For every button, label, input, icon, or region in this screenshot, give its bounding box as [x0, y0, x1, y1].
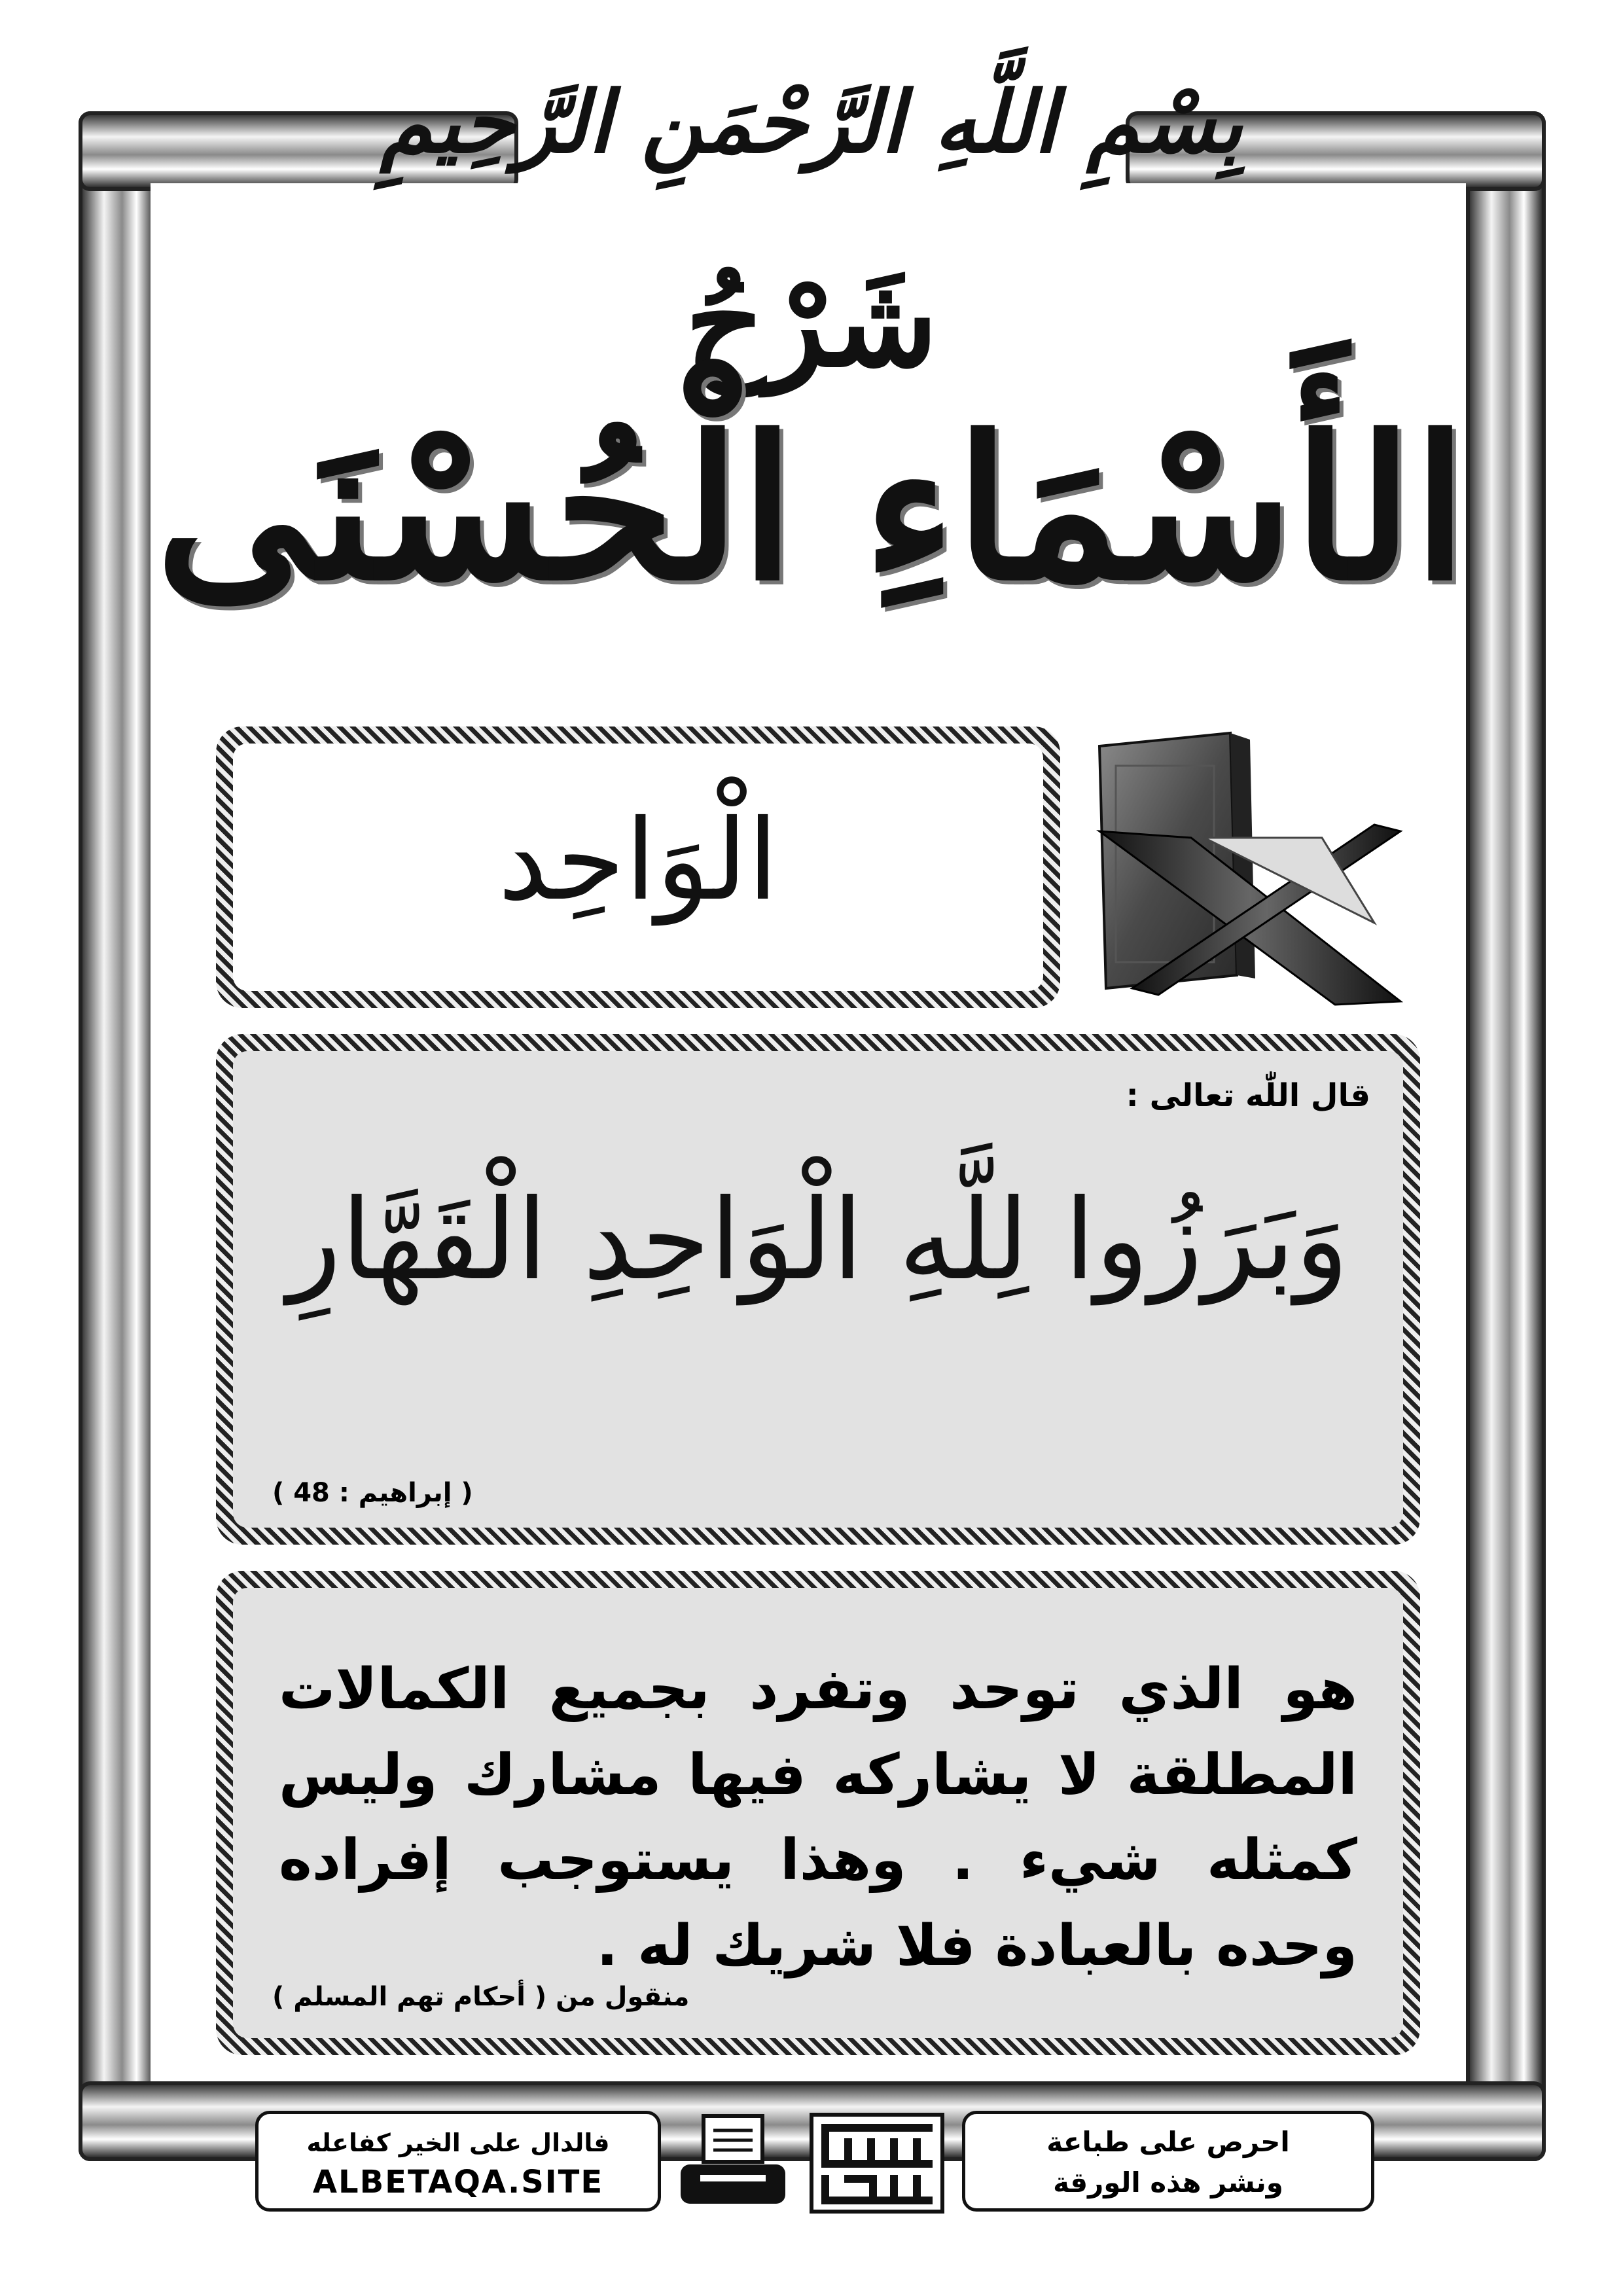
verse-text: وَبَرَزُوا لِلَّهِ الْوَاحِدِ الْقَهَّارِ	[287, 1175, 1349, 1305]
title-sharh: شَرْحُ	[685, 249, 938, 395]
verse-reference: ( إبراهيم : 48 )	[272, 1478, 473, 1508]
verse-box	[216, 1034, 1420, 1545]
divine-name: الْوَاحِد	[497, 796, 779, 925]
footer-motto: فالدال على الخير كفاعله	[306, 2128, 610, 2157]
footer-print-line2: ونشر هذه الورقة	[1053, 2166, 1283, 2198]
definition-text: هو الذي توحد وتفرد بجميع الكمالات المطلقة لا يشاركه فيها مشارك وليس كمثله شيء . وهذا يستوجب إفراده وحده بالعبادة فلا شريك له .	[279, 1657, 1357, 1979]
verse-intro: قال اللّٰه تعالى :	[1126, 1077, 1370, 1114]
book-on-stand-icon	[1086, 726, 1414, 1014]
definition-source: منقول من ( أحكام تهم المسلم )	[272, 1982, 690, 2012]
basmala: بِسْمِ اللَّهِ الرَّحْمَنِ الرَّحِيمِ	[380, 72, 1243, 172]
footer-print-box	[962, 2111, 1374, 2212]
footer-website-box	[255, 2111, 661, 2212]
kufic-logo	[805, 2111, 949, 2215]
definition-box	[216, 1571, 1420, 2055]
page-title: الأَسْمَاءِ الْحُسْنَى	[155, 393, 1468, 624]
name-box	[216, 726, 1060, 1008]
printer-icon	[674, 2111, 792, 2215]
footer-bar	[255, 2111, 1374, 2217]
footer-website: ALBETAQA.SITE	[312, 2164, 604, 2200]
footer-print-line1: احرص على طباعة	[1046, 2126, 1290, 2158]
